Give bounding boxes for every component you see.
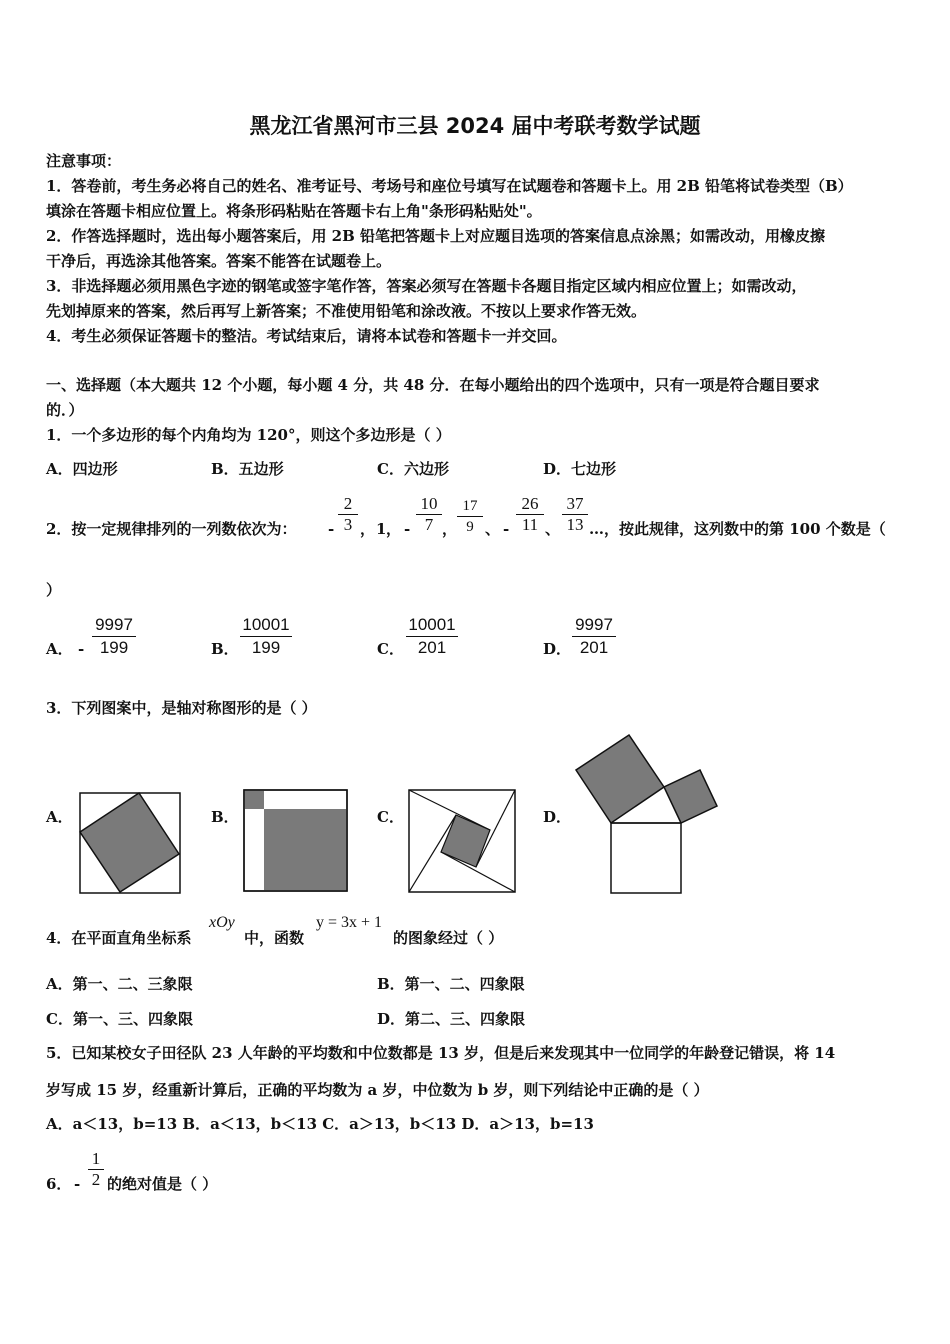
q2-fraction-1: $\frac{2}{3}$ [338,494,358,535]
q4-function: y = 3x + 1 [316,914,383,931]
q2-stem-prefix: 2．按一定规律排列的一列数依次为： [46,520,297,538]
q6-stem-suffix: 的绝对值是（ ） [107,1175,218,1193]
q2-option-a-sign: - [78,640,85,658]
q6-number: 6． [46,1175,72,1193]
q4-stem-part2: 中，函数 [244,929,305,947]
q2-fraction-4: $\frac{26}{11}$ [516,494,544,535]
q4-coord-system: xOy [209,914,235,931]
notice-line: 干净后，再选涂其他答案。答案不能答在试题卷上。 [46,252,392,270]
q2-option-a-label: A． [46,640,73,658]
q4-option-c: C．第一、三、四象限 [46,1010,193,1028]
q5-options: A．a＜13，b=13 B．a＜13，b＜13 C．a＞13，b＜13 D．a＞13，b=13 [46,1115,594,1133]
notice-line: 2．作答选择题时，选出每小题答案后，用 2B 铅笔把答题卡上对应题目选项的答案信息点涂黑；如需改动，用橡皮擦 [46,227,826,245]
q2-option-c-fraction: 10001 201 [406,614,458,659]
q2-separator: ， [360,520,376,538]
notice-line: 先划掉原来的答案，然后再写上新答案；不准使用铅笔和涂改液。不按以上要求作答无效。 [46,302,647,320]
q2-fraction-3: $\frac{17}{9}$ [457,496,483,537]
q2-minus: - [404,520,411,538]
q3-figure-b [243,789,349,893]
notice-line: 4．考生必须保证答题卡的整洁。考试结束后，请将本试卷和答题卡一并交回。 [46,327,567,345]
q1-option-b: B．五边形 [211,460,284,478]
q3-figure-d [574,733,720,895]
q4-option-b: B．第一、二、四象限 [377,975,525,993]
q2-separator: ， [442,520,458,538]
notice-heading: 注意事项： [46,152,122,170]
q2-minus: - [503,520,510,538]
q3-figure-c [408,789,516,893]
q1-option-c: C．六边形 [377,460,449,478]
q2-dunhao: 、 [545,520,561,538]
q1-option-a: A．四边形 [46,460,118,478]
q2-option-d-fraction: 9997 201 [572,614,616,659]
q2-fraction-2: $\frac{10}{7}$ [416,494,442,535]
q3-label-c: C． [377,808,404,826]
q4-stem-part3: 的图象经过（ ） [393,929,504,947]
q1-option-d: D．七边形 [543,460,617,478]
q3-label-a: A． [46,808,73,826]
q2-dunhao: 、 [485,520,501,538]
notice-line: 填涂在答题卡相应位置上。将条形码粘贴在答题卡右上角"条形码粘贴处"。 [46,202,542,220]
notice-line: 3．非选择题必须用黑色字迹的钢笔或签字笔作答，答案必须写在答题卡各题目指定区域内相应位置上；如需改动， [46,277,807,295]
q2-stem-suffix: …，按此规律，这列数中的第 100 个数是（ [589,520,886,538]
q2-minus: - [328,520,335,538]
q2-option-c-label: C． [377,640,404,658]
q2-option-b-fraction: 10001 199 [240,614,292,659]
q4-stem-part1: 4．在平面直角坐标系 [46,929,192,947]
q3-label-d: D． [543,808,572,826]
q3-stem: 3．下列图案中，是轴对称图形的是（ ） [46,699,317,717]
q6-minus: - [74,1175,81,1193]
q2-option-d-label: D． [543,640,572,658]
notice-line: 1．答卷前，考生务必将自己的姓名、准考证号、考场号和座位号填写在试题卷和答题卡上。用 2B 铅笔将试卷类型（B） [46,177,853,195]
q2-stem-close: ） [46,581,62,599]
section-heading: 一、选择题（本大题共 12 个小题，每小题 4 分，共 48 分．在每小题给出的四个选项中，只有一项是符合题目要求 [46,376,820,394]
q2-option-b-label: B． [211,640,239,658]
q4-option-a: A．第一、二、三象限 [46,975,193,993]
q3-label-b: B． [211,808,239,826]
q4-option-d: D．第二、三、四象限 [377,1010,526,1028]
page-title: 黑龙江省黑河市三县 2024 届中考联考数学试题 [249,114,701,138]
q5-stem-cont: 岁写成 15 岁，经重新计算后，正确的平均数为 a 岁，中位数为 b 岁，则下列结论中正确的是（ ） [46,1081,709,1099]
q1-stem: 1．一个多边形的每个内角均为 120°，则这个多边形是（ ） [46,426,451,444]
q6-fraction: $\frac{1}{2}$ [88,1149,104,1190]
q2-separator: ， [386,520,402,538]
section-heading-cont: 的．） [46,401,84,419]
q3-figure-a [79,792,181,894]
q5-stem: 5．已知某校女子田径队 23 人年龄的平均数和中位数都是 13 岁，但是后来发现其中一位同学的年龄登记错误，将 14 [46,1044,836,1062]
q2-option-a-fraction: 9997 199 [92,614,136,659]
q2-fraction-5: $\frac{37}{13}$ [562,494,588,535]
q2-one: 1 [376,520,387,538]
